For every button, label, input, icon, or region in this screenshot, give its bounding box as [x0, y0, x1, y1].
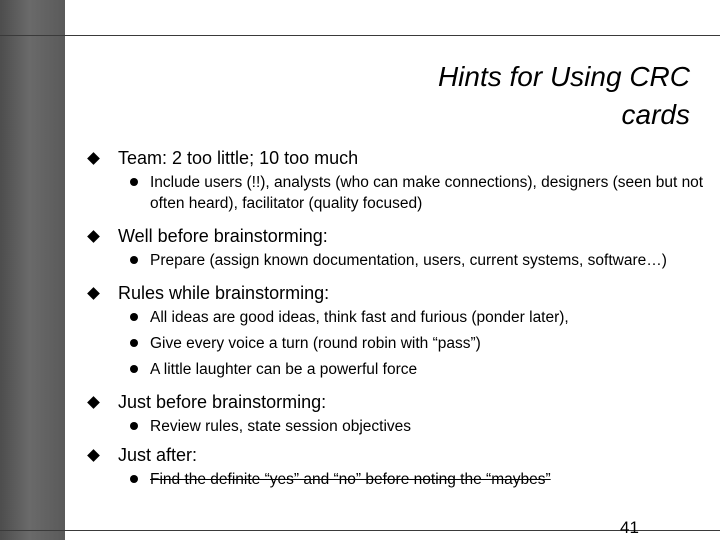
diamond-bullet-icon	[87, 396, 100, 409]
sub-bullet-text: A little laughter can be a powerful force	[150, 361, 418, 378]
sub-bullet	[86, 307, 706, 328]
dot-bullet-icon	[130, 339, 138, 347]
slide-title	[438, 58, 690, 134]
sub-bullet	[86, 359, 706, 380]
sub-bullet-text: All ideas are good ideas, think fast and furious (ponder later),	[150, 309, 569, 326]
bullet-text: Team: 2 too little; 10 too much	[118, 148, 359, 168]
bullet	[86, 390, 706, 414]
bullet	[86, 224, 706, 248]
bullet	[86, 146, 706, 170]
dot-bullet-icon	[130, 256, 138, 264]
sub-bullet	[86, 333, 706, 354]
bullet	[86, 281, 706, 305]
sub-bullet-text: Include users (!!), analysts (who can make connections), designers (seen but not often heard), facilitator (quality focused)	[150, 174, 704, 212]
bullet-text: Well before brainstorming:	[118, 226, 328, 246]
sub-bullet-text: Prepare (assign known documentation, users, current systems, software…)	[150, 252, 667, 269]
diamond-bullet-icon	[87, 287, 100, 300]
dot-bullet-icon	[130, 422, 138, 430]
title-line-2: cards	[621, 99, 690, 130]
sub-bullet	[86, 172, 706, 214]
bottom-rule	[0, 530, 720, 531]
dot-bullet-icon	[130, 365, 138, 373]
slide-body	[86, 146, 706, 495]
dot-bullet-icon	[130, 475, 138, 483]
bullet-text: Just before brainstorming:	[118, 392, 327, 412]
top-rule	[0, 35, 720, 36]
slide-sidebar	[0, 0, 65, 540]
sub-bullet-text: Find the definite “yes” and “no” before noting the “maybes”	[150, 471, 551, 488]
dot-bullet-icon	[130, 178, 138, 186]
sub-bullet-text: Review rules, state session objectives	[150, 418, 412, 435]
bullet	[86, 443, 706, 467]
sub-bullet	[86, 250, 706, 271]
diamond-bullet-icon	[87, 152, 100, 165]
sub-bullet	[86, 416, 706, 437]
title-line-1: Hints for Using CRC	[437, 61, 690, 92]
sub-bullet-text: Give every voice a turn (round robin with “pass”)	[150, 335, 481, 352]
page-number: 41	[620, 518, 639, 537]
sub-bullet	[86, 469, 706, 490]
dot-bullet-icon	[130, 313, 138, 321]
diamond-bullet-icon	[87, 230, 100, 243]
bullet-text: Just after:	[118, 445, 198, 465]
bullet-text: Rules while brainstorming:	[118, 283, 330, 303]
diamond-bullet-icon	[87, 449, 100, 462]
